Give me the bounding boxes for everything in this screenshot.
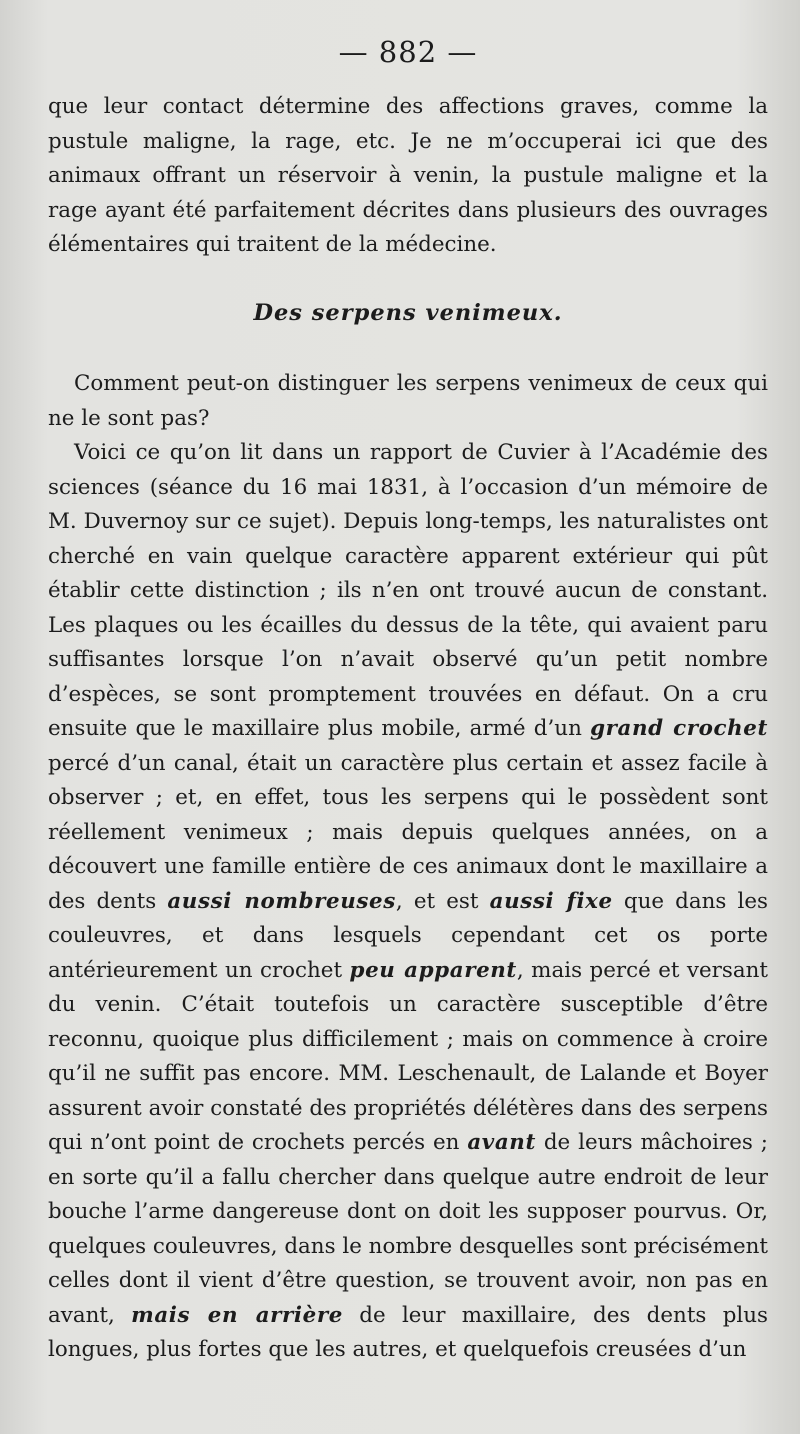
main-paragraph (48, 436, 768, 1368)
opening-paragraph: que leur contact détermine des affections graves, comme la pustule maligne, la rage, etc. Je ne m’occuperai ici que des animaux offrant un réservoir à venin, la pustule maligne et la rage ayant été parfaitement décrites dans plusieurs des ouvrages élémentaires qui traitent de la médecine. (48, 94, 768, 257)
text-run: , et est (395, 888, 490, 914)
emphasis-aussi-nombreuses: aussi nombreuses (167, 888, 396, 914)
question-paragraph: Comment peut-on distinguer les serpens venimeux de ceux qui ne le sont pas? (48, 371, 768, 431)
text-run: de leurs mâchoires ; en sorte qu’il a fallu chercher dans quelque autre endroit de leur bouche l’arme dangereuse dont on doit les supposer pourvus. Or, quelques couleuvres, dans le nombre desquelles sont précisément celles dont il vient d’être question, se trouvent avoir, non pas en avant, (48, 1130, 768, 1328)
text-run: que dans les couleuvres, et dans lesquels cependant cet os porte antérieurement un crochet (48, 888, 768, 983)
page-number: — 882 — (338, 35, 478, 69)
text-run: percé d’un canal, était un caractère plus certain et assez facile à observer ; et, en effet, tous les serpens qui le possèdent sont réellement venimeux ; mais depuis quelques années, on a découvert une famille entière de ces animaux dont le maxillaire a des dents (48, 750, 768, 914)
emphasis-grand-crochet: grand crochet (590, 716, 768, 741)
emphasis-peu-apparent: peu apparent (349, 957, 517, 983)
emphasis-avant: avant (467, 1130, 536, 1155)
section-title: Des serpens venimeux. (253, 299, 563, 326)
text-run: , mais percé et versant du venin. C’était toutefois un caractère susceptible d’être reconnu, quoique plus difficilement ; mais on commence à croire qu’il ne suffit pas encore. MM. Leschenault, de Lalande et Boyer assurent avoir constaté des propriétés délétères dans des serpens qui n’ont point de crochets percés en (48, 957, 768, 1155)
emphasis-aussi-fixe: aussi fixe (489, 888, 613, 914)
text-run: de leur maxillaire, des dents plus longues, plus fortes que les autres, et quelquefois creusées d’un (48, 1302, 769, 1362)
emphasis-mais-en-arriere: mais en arrière (131, 1302, 343, 1328)
text-run: Voici ce qu’on lit dans un rapport de Cuvier à l’Académie des sciences (séance du 16 mai 1831, à l’occasion d’un mémoire de M. Duvernoy sur ce sujet). Depuis long-temps, les naturalistes ont cherché en vain quelque caractère apparent extérieur qui pût établir cette distinction ; ils n’en ont trouvé aucun de constant. Les plaques ou les écailles du dessus de la tête, qui avaient paru suffisantes lorsque l’on n’avait observé qu’un petit nombre d’espèces, se sont promptement trouvées en défaut. On a cru ensuite que le maxillaire plus mobile, armé d’un (48, 440, 768, 741)
